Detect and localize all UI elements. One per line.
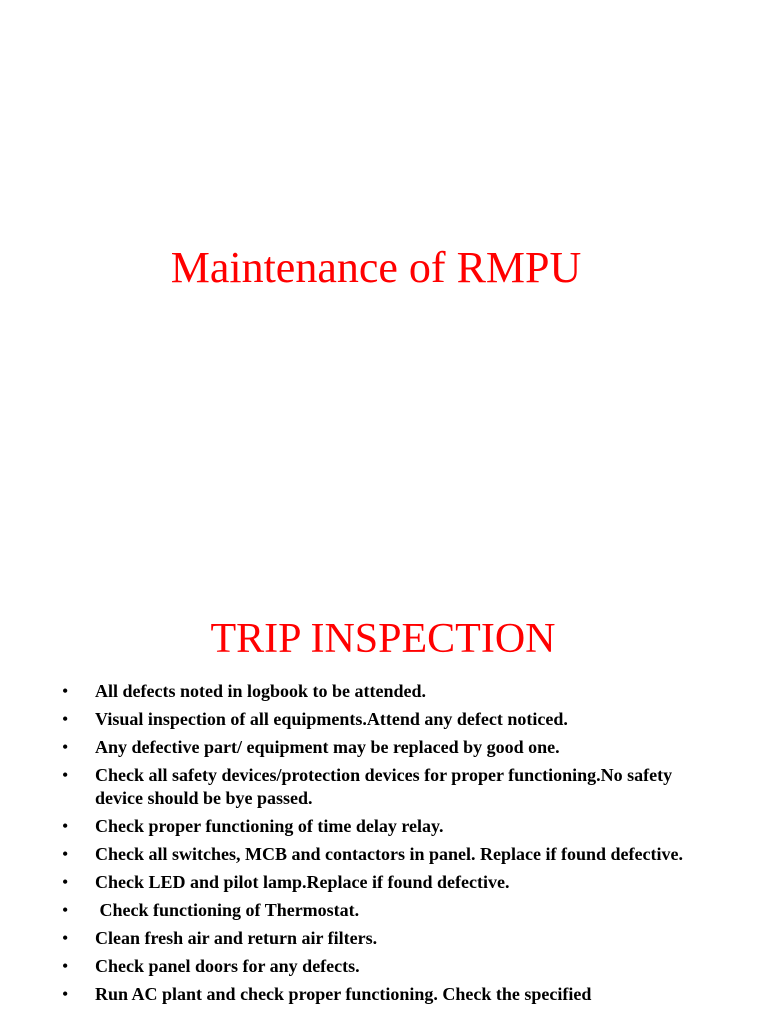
inspection-list <box>62 680 722 1011</box>
list-item-text: Check functioning of Thermostat. <box>95 900 360 920</box>
list-item <box>62 983 722 1006</box>
list-item <box>62 736 722 759</box>
bullet-icon: • <box>62 956 69 976</box>
bullet-icon: • <box>62 928 69 948</box>
list-item <box>62 899 722 922</box>
list-item-text: Check all switches, MCB and contactors in panel. Replace if found defective. <box>95 844 683 864</box>
bullet-icon: • <box>62 872 69 892</box>
list-item-text: Run AC plant and check proper functioning. Check the specified <box>95 984 592 1004</box>
list-item <box>62 955 722 978</box>
list-item <box>62 871 722 894</box>
list-item <box>62 708 722 731</box>
bullet-icon: • <box>62 709 69 729</box>
list-item-text: Any defective part/ equipment may be replaced by good one. <box>95 737 560 757</box>
list-item <box>62 680 722 703</box>
list-item-text: All defects noted in logbook to be attended. <box>95 681 427 701</box>
list-item-text: Check LED and pilot lamp.Replace if found defective. <box>95 872 510 892</box>
bullet-icon: • <box>62 816 69 836</box>
bullet-icon: • <box>62 681 69 701</box>
section-heading <box>0 612 768 666</box>
list-item <box>62 927 722 950</box>
list-item-text: Visual inspection of all equipments.Attend any defect noticed. <box>95 709 568 729</box>
list-item-text: Check panel doors for any defects. <box>95 956 360 976</box>
bullet-icon: • <box>62 844 69 864</box>
bullet-icon: • <box>62 765 69 785</box>
list-item <box>62 764 722 810</box>
slide-title <box>0 240 768 296</box>
list-item <box>62 815 722 838</box>
list-item <box>62 843 722 866</box>
list-item-text: Check proper functioning of time delay relay. <box>95 816 444 836</box>
bullet-icon: • <box>62 737 69 757</box>
bullet-icon: • <box>62 900 69 920</box>
slide-title-text: Maintenance of RMPU <box>170 243 582 292</box>
section-heading-text: TRIP INSPECTION <box>210 616 556 662</box>
bullet-icon: • <box>62 984 69 1004</box>
list-item-text: Check all safety devices/protection devices for proper functioning.No safety device should be bye passed. <box>95 765 673 808</box>
list-item-text: Clean fresh air and return air filters. <box>95 928 378 948</box>
